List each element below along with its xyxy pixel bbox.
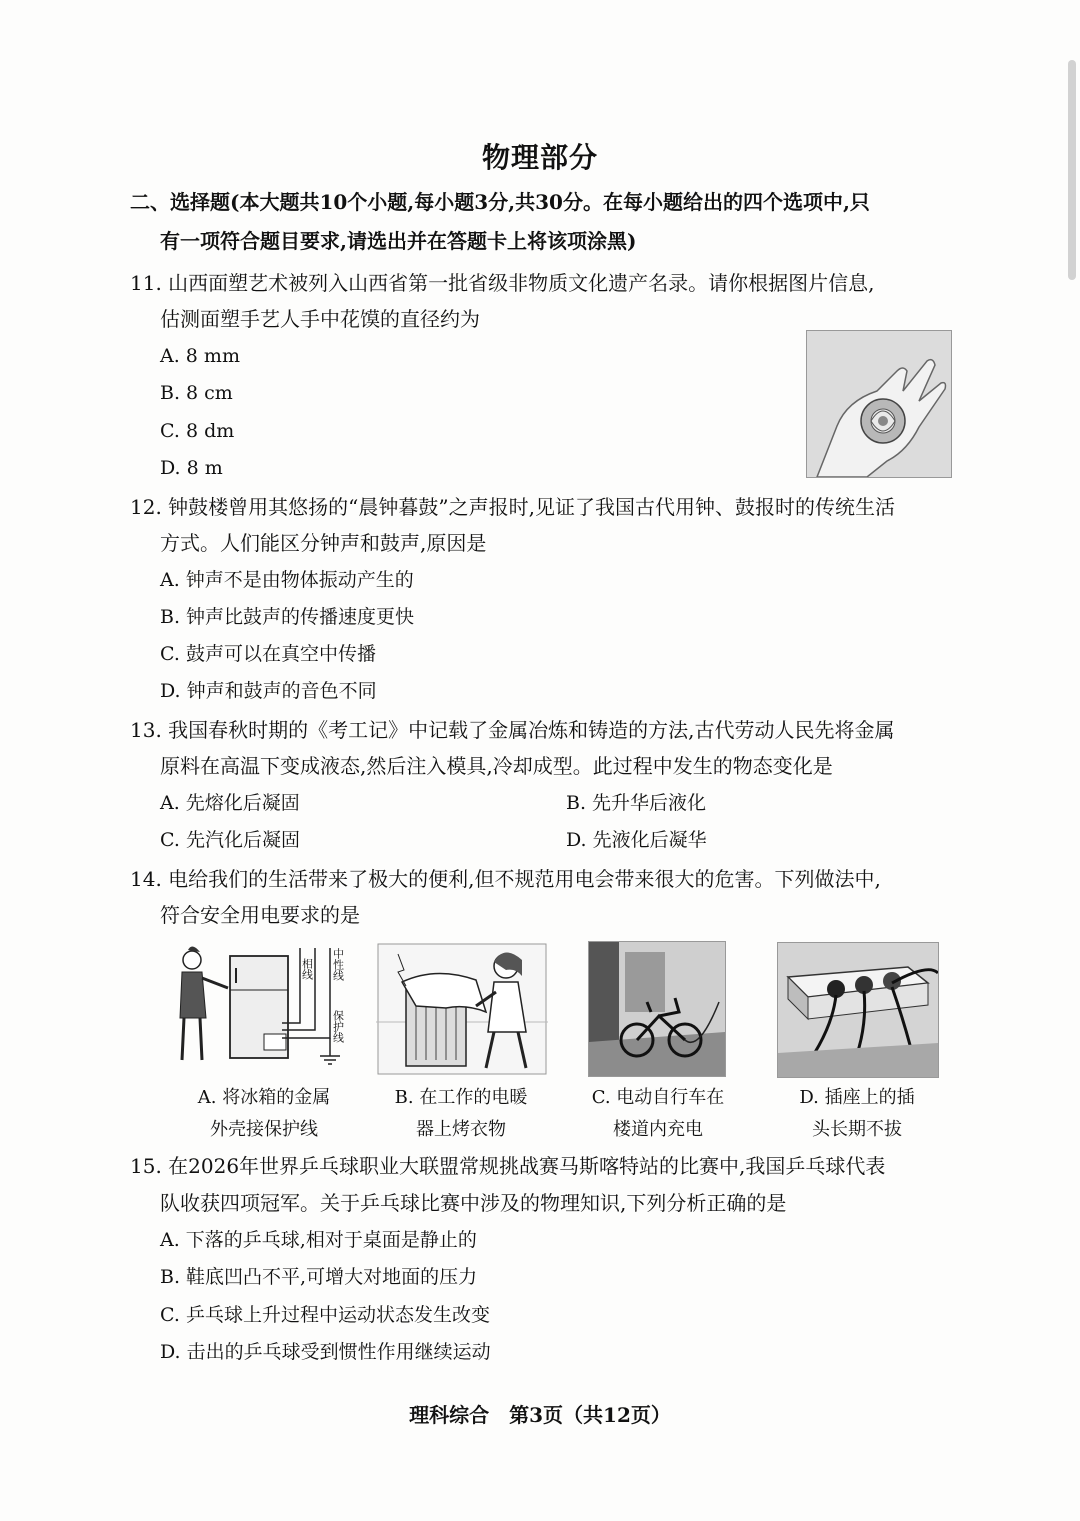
figure-b-caption-line-1: B. 在工作的电暖 [394,1087,528,1108]
q15-stem-line-2: 队收获四项冠军。关于乒乓球比赛中涉及的物理知识,下列分析正确的是 [160,1191,787,1215]
q11-option-c: C. 8 dm [160,420,235,442]
q12-stem-line-1: 12. 钟鼓楼曾用其悠扬的“晨钟暮鼓”之声报时,见证了我国古代用钟、鼓报时的传统生活 [130,495,895,519]
q11-option-a: A. 8 mm [160,345,240,367]
figure-d-caption-line-1: D. 插座上的插 [799,1087,915,1108]
figure-a-fridge-ground [170,938,370,1073]
q12-stem-line-2: 方式。人们能区分钟声和鼓声,原因是 [160,531,487,555]
q13-stem-line-2: 原料在高温下变成液态,然后注入模具,冷却成型。此过程中发生的物态变化是 [160,754,833,778]
figure-c-caption-line-2: 楼道内充电 [613,1119,703,1140]
q15-stem-line-1: 15. 在2026年世界乒乓球职业大联盟常规挑战赛马斯喀特站的比赛中,我国乒乓球代表 [130,1154,886,1178]
q15-option-b: B. 鞋底凹凸不平,可增大对地面的压力 [160,1266,478,1288]
q13-stem-line-1: 13. 我国春秋时期的《考工记》中记载了金属冶炼和铸造的方法,古代劳动人民先将金属 [130,718,895,742]
ground-wire-label: 保护线 [331,1010,345,1043]
figure-c-ebike-charging-photo [588,941,726,1077]
q13-option-c: C. 先汽化后凝固 [160,829,300,851]
q15-option-d: D. 击出的乒乓球受到惯性作用继续运动 [160,1341,491,1363]
neutral-wire-label: 中性线 [331,948,345,981]
section-heading-line-2: 有一项符合题目要求,请选出并在答题卡上将该项涂黑) [160,229,637,253]
q12-option-b: B. 钟声比鼓声的传播速度更快 [160,606,415,628]
q12-option-c: C. 鼓声可以在真空中传播 [160,643,376,665]
page-footer: 理科综合 第3页（共12页） [409,1403,671,1427]
live-wire-label: 相线 [300,958,314,980]
q11-stem-line-1: 11. 山西面塑艺术被列入山西省第一批省级非物质文化遗产名录。请你根据图片信息, [130,271,875,295]
q15-option-a: A. 下落的乒乓球,相对于桌面是静止的 [160,1229,477,1251]
q13-option-a: A. 先熔化后凝固 [160,792,300,814]
section-heading-line-1: 二、选择题(本大题共10个小题,每小题3分,共30分。在每小题给出的四个选项中,只 [130,190,870,214]
figure-b-caption-line-2: 器上烤衣物 [416,1119,506,1140]
figure-d-power-strip-photo [777,942,939,1078]
q12-option-d: D. 钟声和鼓声的音色不同 [160,680,377,702]
q11-option-b: B. 8 cm [160,382,233,404]
hand-holding-flower-bun-photo [806,330,952,478]
figure-b-heater-clothes [376,942,548,1076]
q14-stem-line-1: 14. 电给我们的生活带来了极大的便利,但不规范用电会带来很大的危害。下列做法中, [130,867,881,891]
q12-option-a: A. 钟声不是由物体振动产生的 [160,569,414,591]
q14-stem-line-2: 符合安全用电要求的是 [160,903,360,927]
figure-c-caption-line-1: C. 电动自行车在 [591,1087,725,1108]
q11-option-d: D. 8 m [160,457,223,479]
q13-option-d: D. 先液化后凝华 [566,829,707,851]
q13-option-b: B. 先升华后液化 [566,792,707,814]
figure-a-caption-line-2: 外壳接保护线 [210,1119,318,1140]
page-title: 物理部分 [481,141,598,174]
figure-a-caption-line-1: A. 将冰箱的金属 [197,1087,331,1108]
q11-stem-line-2: 估测面塑手艺人手中花馍的直径约为 [160,307,480,331]
figure-d-caption-line-2: 头长期不拔 [812,1119,902,1140]
q15-option-c: C. 乒乓球上升过程中运动状态发生改变 [160,1304,490,1326]
